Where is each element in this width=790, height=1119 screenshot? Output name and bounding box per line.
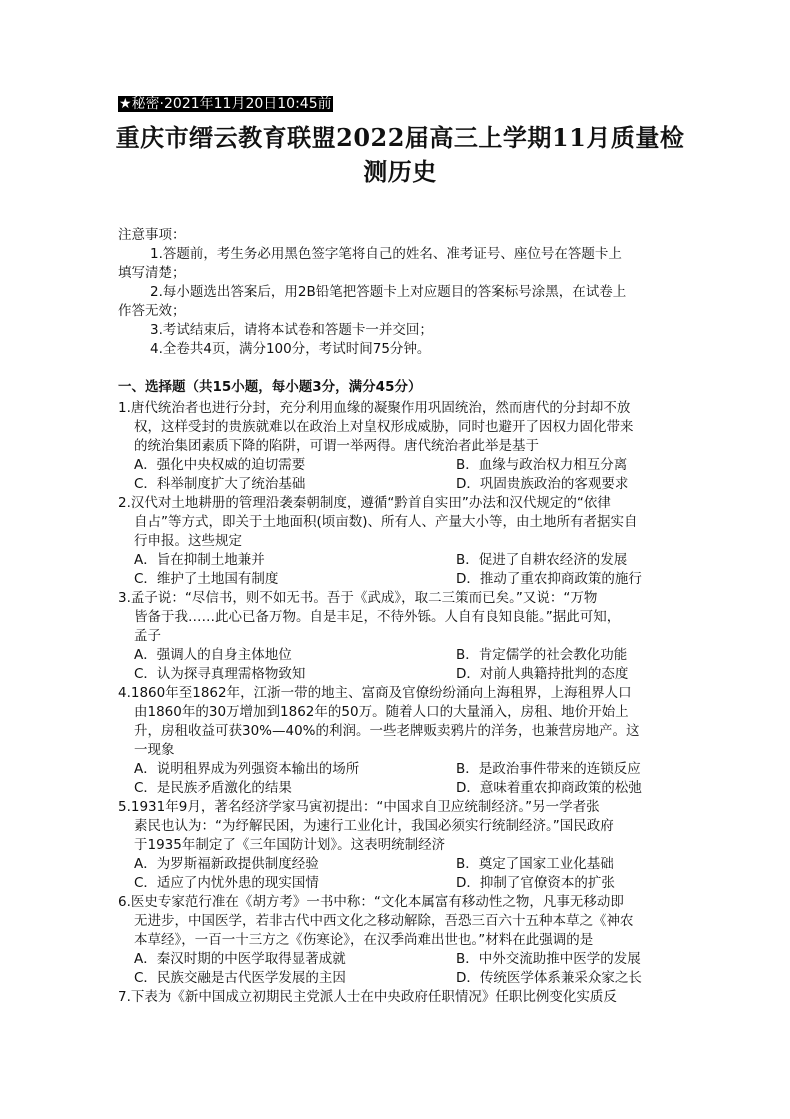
question-3-option-b: B．肯定儒学的社会教化功能 bbox=[456, 647, 628, 663]
question-1-stem: 权，这样受封的贵族就难以在政治上对皇权形成威胁，同时也避开了因权力固化带来 bbox=[134, 419, 634, 435]
question-3-option-a: A．强调人的自身主体地位 bbox=[134, 647, 292, 663]
notice-item: 作答无效； bbox=[118, 303, 186, 319]
question-6-option-c: C．民族交融是古代医学发展的主因 bbox=[134, 970, 346, 986]
question-4-option-d: D．意味着重农抑商政策的松弛 bbox=[456, 780, 642, 796]
notice-item: 填写清楚； bbox=[118, 265, 186, 281]
question-4-stem: 一现象 bbox=[134, 742, 175, 758]
notice-item: 1.答题前，考生务必用黑色签字笔将自己的姓名、准考证号、座位号在答题卡上 bbox=[150, 246, 622, 262]
notice-item: 4.全卷共4页，满分100分，考试时间75分钟。 bbox=[150, 341, 431, 357]
section-heading: 一、选择题（共15小题，每小题3分，满分45分） bbox=[118, 379, 422, 395]
question-6-stem: 无进步，中国医学，若非古代中西文化之移动解除，吾恐三百六十五种本草之《神农 bbox=[134, 913, 634, 929]
question-5-stem: 5.1931年9月，著名经济学家马寅初提出：“中国求自卫应统制经济。”另一学者张 bbox=[118, 799, 600, 815]
question-3-stem: 孟子 bbox=[134, 628, 161, 644]
question-2-option-b: B．促进了自耕农经济的发展 bbox=[456, 552, 628, 568]
question-1-stem: 1.唐代统治者也进行分封，充分利用血缘的凝聚作用巩固统治，然而唐代的分封却不放 bbox=[118, 400, 631, 416]
question-6-option-d: D．传统医学体系兼采众家之长 bbox=[456, 970, 642, 986]
notice-item: 2.每小题选出答案后，用2B铅笔把答题卡上对应题目的答案标号涂黑，在试卷上 bbox=[150, 284, 627, 300]
question-3-stem: 3.孟子说：“尽信书，则不如无书。吾于《武成》，取二三策而已矣。”又说：“万物 bbox=[118, 590, 598, 606]
question-6-option-a: A．秦汉时期的中医学取得显著成就 bbox=[134, 951, 346, 967]
confidential-tag bbox=[118, 96, 334, 113]
question-2-option-d: D．推动了重农抑商政策的施行 bbox=[456, 571, 642, 587]
notice-item: 3.考试结束后，请将本试卷和答题卡一并交回； bbox=[150, 322, 433, 338]
exam-title-line-2: 测历史 bbox=[363, 157, 437, 186]
question-5-stem: 于1935年制定了《三年国防计划》。这表明统制经济 bbox=[134, 837, 446, 853]
question-2-option-a: A．旨在抑制土地兼并 bbox=[134, 552, 265, 568]
question-3-option-c: C．认为探寻真理需格物致知 bbox=[134, 666, 306, 682]
question-5-option-b: B．奠定了国家工业化基础 bbox=[456, 856, 614, 872]
question-2-stem: 自占”等方式，即关于土地面积(顷亩数)、所有人、产量大小等，由土地所有者据实自 bbox=[134, 514, 638, 530]
exam-title-line-1: 重庆市缙云教育联盟2022届高三上学期11月质量检 bbox=[115, 123, 685, 152]
question-6-option-b: B．中外交流助推中医学的发展 bbox=[456, 951, 641, 967]
question-4-stem: 升，房租收益可获30%—40%的利润。一些老牌贩卖鸦片的洋务，也兼营房地产。这 bbox=[134, 723, 640, 739]
question-1-option-c: C．科举制度扩大了统治基础 bbox=[134, 476, 306, 492]
question-7-stem: 7.下表为《新中国成立初期民主党派人士在中央政府任职情况》任职比例变化实质反 bbox=[118, 989, 617, 1005]
question-4-stem: 4.1860年至1862年，江浙一带的地主、富商及官僚纷纷涌向上海租界，上海租界人口 bbox=[118, 685, 632, 701]
question-2-stem: 2.汉代对土地耕册的管理沿袭秦朝制度，遵循“黔首自实田”办法和汉代规定的“依律 bbox=[118, 495, 611, 511]
question-5-option-c: C．适应了内忧外患的现实国情 bbox=[134, 875, 319, 891]
question-1-stem: 的统治集团素质下降的陷阱，可谓一举两得。唐代统治者此举是基于 bbox=[134, 438, 539, 454]
question-6-stem: 本草经》，一百一十三方之《伤寒论》，在汉季尚难出世也。”材料在此强调的是 bbox=[134, 932, 594, 948]
question-3-stem: 皆备于我……此心已备万物。自是丰足，不待外铄。人自有良知良能。”据此可知， bbox=[134, 609, 621, 625]
confidential-tag-text: ★秘密·2021年11月20日10:45前 bbox=[119, 96, 332, 112]
question-5-option-a: A．为罗斯福新政提供制度经验 bbox=[134, 856, 319, 872]
question-1-option-d: D．巩固贵族政治的客观要求 bbox=[456, 476, 629, 492]
question-1-option-a: A．强化中央权威的迫切需要 bbox=[134, 457, 306, 473]
question-1-option-b: B．血缘与政治权力相互分离 bbox=[456, 457, 628, 473]
question-2-option-c: C．维护了土地国有制度 bbox=[134, 571, 279, 587]
question-4-option-c: C．是民族矛盾激化的结果 bbox=[134, 780, 292, 796]
question-3-option-d: D．对前人典籍持批判的态度 bbox=[456, 666, 629, 682]
question-4-option-b: B．是政治事件带来的连锁反应 bbox=[456, 761, 641, 777]
question-2-stem: 行申报。这些规定 bbox=[134, 533, 242, 549]
question-5-stem: 素民也认为：“为纾解民困，为速行工业化计，我国必须实行统制经济。”国民政府 bbox=[134, 818, 614, 834]
question-4-stem: 由1860年的30万增加到1862年的50万。随着人口的大量涌入，房租、地价开始上 bbox=[134, 704, 629, 720]
question-4-option-a: A．说明租界成为列强资本输出的场所 bbox=[134, 761, 360, 777]
question-6-stem: 6.医史专家范行准在《胡方考》一书中称：“文化本属富有移动性之物，凡事无移动即 bbox=[118, 894, 624, 910]
notice-heading: 注意事项： bbox=[118, 227, 186, 243]
question-5-option-d: D．抑制了官僚资本的扩张 bbox=[456, 875, 615, 891]
